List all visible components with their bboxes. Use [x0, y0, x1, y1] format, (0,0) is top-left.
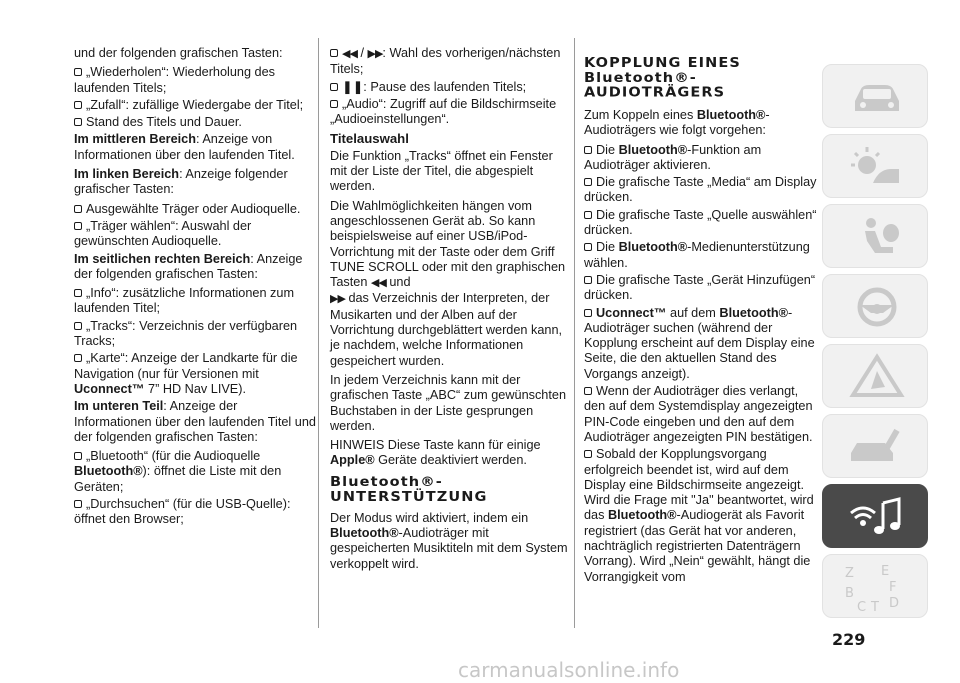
bold-term: Uconnect™: [74, 381, 145, 396]
list-item: [330, 80, 572, 95]
text: /: [356, 46, 368, 60]
checkbox-bullet-icon: [74, 68, 82, 76]
checkbox-bullet-icon: [584, 309, 592, 317]
section-heading: [584, 56, 819, 100]
checkbox-bullet-icon: [74, 118, 82, 126]
list-item: [584, 273, 819, 304]
index-letter: Z: [845, 566, 854, 581]
index-letter: T: [871, 600, 879, 615]
paragraph: [74, 399, 316, 445]
tab-index[interactable]: [822, 554, 928, 618]
breakdown-triangle-icon: [841, 353, 911, 401]
text-column-3: [584, 46, 819, 587]
paragraph: [330, 149, 572, 195]
text: „Träger wählen“: Auswahl der gewünschten Audioquelle.: [74, 218, 252, 249]
text: Der Modus wird aktiviert, indem ein: [330, 510, 529, 525]
paragraph: [74, 132, 316, 163]
list-item: [74, 65, 316, 96]
list-item: [74, 202, 316, 217]
list-item: [584, 447, 819, 585]
checkbox-bullet-icon: [74, 101, 82, 109]
list-item: [74, 98, 316, 113]
list-item: [74, 497, 316, 528]
list-item: [74, 449, 316, 495]
text: -Funktion am Audioträger aktivieren.: [584, 142, 762, 172]
text: -Audiogerät als Favorit registriert (das Gerät hat vor anderen, nachträglich registrierten Datenträgern Vorrang). Wird „Nein“ gewählt, hängt die Vorrangigkeit vom: [584, 508, 811, 584]
heading-line: KOPPLUNG EINES: [584, 56, 741, 71]
text: Geräte deaktiviert werden.: [374, 453, 527, 468]
bold-term: Bluetooth®: [719, 305, 788, 320]
multimedia-music-icon: [841, 493, 911, 541]
bold-term: Bluetooth®: [696, 108, 766, 122]
heading-line: UNTERSTÜTZUNG: [330, 489, 488, 505]
text: Die Funktion „Tracks“ öffnet ein Fenster mit der Liste der Titel, die abgespielt werden.: [330, 148, 553, 194]
text: „Zufall“: zufällige Wiedergabe der Titel;: [86, 97, 304, 112]
index-letter: D: [889, 596, 900, 611]
tab-dashboard[interactable]: [822, 64, 928, 128]
list-item: [584, 384, 819, 445]
text: auf dem: [666, 305, 720, 320]
bold-term: Apple®: [330, 453, 375, 468]
list-item: [584, 175, 819, 206]
checkbox-bullet-icon: [74, 289, 82, 297]
text: -Audioträger suchen (während der Kopplung erscheint auf dem Display eine Seite, die den aktuellen Stand des Vorgangs anzeigt).: [584, 305, 815, 381]
text: das Verzeichnis der Interpreten, der Musikarten und der Alben auf der Vorrichtung durchgeblättert werden kann, je nachdem, welche Informationen gespeichert wurden.: [330, 291, 563, 368]
text: und: [385, 275, 411, 290]
next-track-icon: ▶▶: [330, 293, 345, 306]
text: „Bluetooth“ (für die Audioquelle: [86, 449, 261, 464]
checkbox-bullet-icon: [584, 243, 592, 251]
list-item: [74, 286, 316, 317]
tab-multimedia[interactable]: [822, 484, 928, 548]
checkbox-bullet-icon: [74, 322, 82, 330]
index-letter: C: [857, 600, 867, 615]
list-item: [74, 115, 316, 130]
heading-line: Bluetooth®-: [584, 70, 697, 86]
index-letter: F: [889, 580, 897, 595]
text-column-2: [330, 46, 572, 576]
text: In jedem Verzeichnis kann mit der grafischen Taste „ABC“ zum gewünschten Buchstaben in der Liste gesprungen werden.: [330, 372, 567, 433]
bold-term: Bluetooth®: [618, 142, 688, 157]
text: -Medienunterstützung wählen.: [584, 240, 810, 270]
text: : Anzeige von Informationen über den laufenden Titel.: [74, 132, 295, 162]
checkbox-bullet-icon: [74, 222, 82, 230]
list-item: [584, 143, 819, 174]
watermark: carmanualsonline.info: [458, 658, 680, 682]
text: Die grafische Taste „Media“ am Display drücken.: [584, 175, 817, 205]
checkbox-bullet-icon: [74, 354, 82, 362]
text: „Durchsuchen“ (für die USB-Quelle): öffnet den Browser;: [74, 497, 291, 527]
next-track-icon: ▶▶: [367, 48, 383, 60]
tab-driving[interactable]: [822, 274, 928, 338]
text-column-1: [74, 46, 316, 530]
text: Ausgewählte Träger oder Audioquelle.: [86, 201, 301, 216]
bold-term: Im seitlichen rechten Bereich: [74, 251, 251, 266]
alphabetical-index-icon: [841, 563, 911, 615]
text: Die: [596, 240, 619, 255]
list-item: [74, 351, 316, 397]
text: und der folgenden grafischen Tasten:: [74, 46, 283, 60]
checkbox-bullet-icon: [74, 500, 82, 508]
checkbox-bullet-icon: [74, 205, 82, 213]
text: Die grafische Taste „Gerät Hinzufügen“ drücken.: [584, 272, 816, 303]
list-item: [330, 46, 572, 78]
tab-emergency[interactable]: [822, 344, 928, 408]
bold-term: Im unteren Teil: [74, 399, 164, 414]
text: „Tracks“: Verzeichnis der verfügbaren Tracks;: [74, 318, 298, 349]
tab-maintenance[interactable]: [822, 414, 928, 478]
previous-track-icon: ◀◀: [370, 277, 386, 290]
list-item: [584, 306, 819, 382]
bold-term: Bluetooth®: [618, 240, 688, 255]
paragraph: [330, 511, 572, 572]
airbag-seat-icon: [841, 213, 911, 261]
text: Zum Koppeln eines: [584, 108, 697, 122]
text: : Anzeige folgender grafischer Tasten:: [74, 167, 288, 197]
list-item: [74, 319, 316, 350]
maintenance-car-icon: [841, 423, 911, 471]
previous-track-icon: ◀◀: [342, 48, 357, 60]
text: -Audioträger mit gespeicherten Musiktiteln mit dem System verkoppelt wird.: [330, 526, 568, 571]
text: „Info“: zusätzliche Informationen zum laufenden Titel;: [74, 286, 295, 316]
checkbox-bullet-icon: [330, 49, 338, 57]
car-dashboard-icon: [841, 73, 911, 121]
text: ): öffnet die Liste mit den Geräten;: [74, 464, 282, 494]
text: Stand des Titels und Dauer.: [86, 115, 242, 130]
checkbox-bullet-icon: [584, 450, 592, 458]
text: Die: [596, 142, 619, 157]
paragraph: [584, 108, 819, 139]
text: : Anzeige der folgenden grafischen Tasten:: [74, 251, 303, 281]
checkbox-bullet-icon: [74, 452, 82, 460]
text: „Wiederholen“: Wiederholung des laufenden Titels;: [74, 65, 275, 95]
checkbox-bullet-icon: [584, 146, 592, 154]
warning-lights-icon: [841, 143, 911, 191]
paragraph: [74, 252, 316, 283]
text: : Pause des laufenden Titels;: [363, 79, 527, 94]
text: -Audioträgers wie folgt vorgehen:: [584, 108, 770, 138]
paragraph: [330, 373, 572, 434]
steering-wheel-icon: [841, 283, 911, 331]
text: : Wahl des vorherigen/nächsten Titels;: [330, 46, 561, 77]
paragraph: [74, 46, 316, 61]
index-letter: B: [845, 586, 854, 601]
bold-term: Bluetooth®: [607, 508, 677, 523]
text: Die grafische Taste „Quelle auswählen“ drücken.: [584, 207, 817, 238]
checkbox-bullet-icon: [330, 100, 338, 108]
list-item: [74, 219, 316, 250]
column-divider: [318, 38, 319, 628]
bold-term: Bluetooth®: [74, 464, 143, 479]
text: Sobald der Kopplungsvorgang erfolgreich beendet ist, wird auf dem Display eine Bildschirmseite angezeigt. Wird die Frage mit "Ja" beantwortet, wird das: [584, 447, 814, 523]
list-item: [584, 208, 819, 239]
heading-line: Bluetooth®-: [330, 474, 443, 490]
checkbox-bullet-icon: [584, 178, 592, 186]
bold-term: Bluetooth®: [330, 526, 399, 541]
text: „Karte“: Anzeige der Landkarte für die Navigation (nur für Versionen mit: [74, 351, 298, 381]
text: : Anzeige der Informationen über den laufenden Titel und der folgenden grafischen Tasten:: [74, 399, 316, 444]
column-divider: [574, 38, 575, 628]
list-item: [330, 97, 572, 128]
page-number: 229: [832, 630, 866, 649]
paragraph: [74, 167, 316, 198]
checkbox-bullet-icon: [584, 211, 592, 219]
chapter-sidebar: [822, 64, 928, 624]
list-item: [584, 240, 819, 271]
text: Die Wahlmöglichkeiten hängen vom angeschlossenen Gerät ab. So kann beispielsweise auf einer USB/iPod-Vorrichtung mit der Taste oder dem Griff TUNE SCROLL oder mit den graphischen Tasten: [330, 198, 566, 290]
heading-line: AUDIOTRÄGERS: [584, 85, 726, 101]
bold-term: Im mittleren Bereich: [74, 132, 196, 147]
text: 7” HD Nav LIVE).: [144, 381, 247, 396]
index-letter: E: [881, 564, 890, 579]
section-heading: [330, 475, 572, 504]
text: Wenn der Audioträger dies verlangt, den auf dem Systemdisplay angezeigten PIN-Code eingeben und den auf dem Audioträger angezeigten PIN bestätigen.: [584, 384, 813, 444]
text: „Audio“: Zugriff auf die Bildschirmseite „Audioeinstellungen“.: [330, 96, 557, 127]
paragraph: [330, 438, 572, 469]
bold-term: Im linken Bereich: [74, 167, 180, 182]
section-heading: Titelauswahl: [330, 131, 409, 147]
paragraph: [330, 199, 572, 369]
checkbox-bullet-icon: [584, 387, 592, 395]
checkbox-bullet-icon: [330, 83, 338, 91]
text: HINWEIS Diese Taste kann für einige: [330, 438, 541, 453]
bold-term: Uconnect™: [596, 305, 667, 320]
checkbox-bullet-icon: [584, 276, 592, 284]
pause-icon: ❚❚: [342, 79, 364, 94]
tab-safety[interactable]: [822, 204, 928, 268]
tab-warning-lights[interactable]: [822, 134, 928, 198]
